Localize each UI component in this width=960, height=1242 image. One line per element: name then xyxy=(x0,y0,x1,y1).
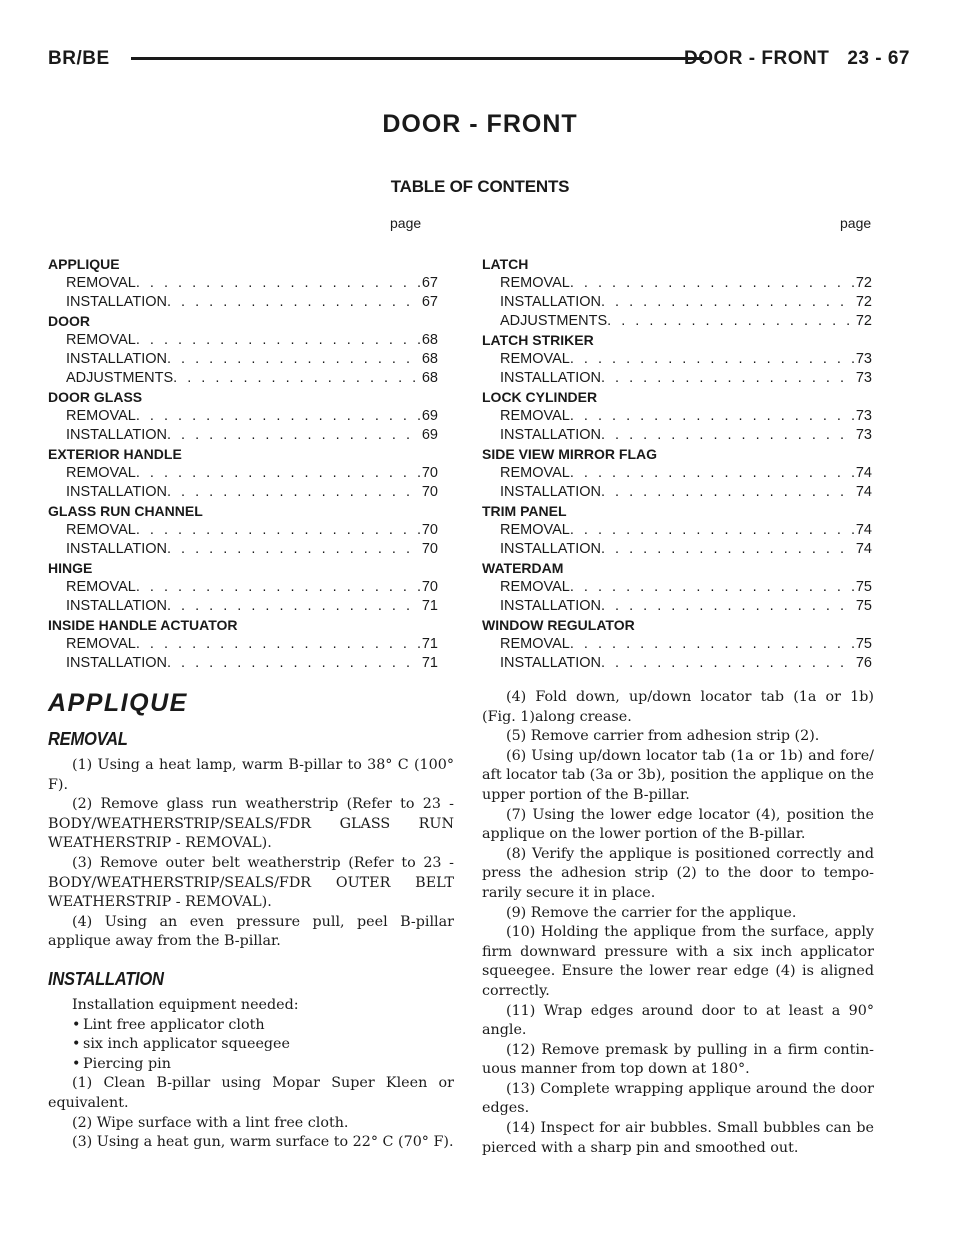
toc-entry-label: INSTALLATION xyxy=(66,427,167,443)
toc-leader-dots xyxy=(173,369,420,388)
toc-group-title: WATERDAM xyxy=(482,560,564,576)
toc-group-title: LATCH STRIKER xyxy=(482,332,594,348)
header-rule xyxy=(131,57,704,60)
toc-entry-page: 73 xyxy=(855,408,872,424)
procedure-step: (2) Wipe surface with a lint free cloth. xyxy=(72,1114,349,1131)
toc-group-title: TRIM PANEL xyxy=(482,503,567,519)
toc-entry-page: 71 xyxy=(421,655,438,671)
toc-entry-label: REMOVAL xyxy=(66,465,136,481)
toc-entry-label: ADJUSTMENTS xyxy=(66,370,174,386)
toc-group-title: LOCK CYLINDER xyxy=(482,389,598,405)
toc-entry-page: 68 xyxy=(421,370,438,386)
toc-leader-dots xyxy=(570,274,854,293)
toc-leader-dots xyxy=(601,369,854,388)
toc-entry xyxy=(482,293,872,312)
toc-entry-page: 71 xyxy=(421,636,438,652)
toc-entry xyxy=(48,407,438,426)
procedure-step: (14) Inspect for air bubbles. Small bubbles can be pierced with a sharp pin and smoothed out. xyxy=(482,1120,874,1156)
toc-entry xyxy=(482,312,872,331)
toc-entry-label: INSTALLATION xyxy=(66,294,167,310)
subheading-removal: REMOVAL xyxy=(48,729,128,749)
toc-leader-dots xyxy=(167,350,420,369)
procedure-step: (9) Remove the carrier for the applique. xyxy=(506,904,797,921)
procedure-step: (11) Wrap edges around door to at least a 90° angle. xyxy=(482,1002,874,1039)
body-column-right xyxy=(482,688,874,1158)
toc-entry-label: REMOVAL xyxy=(66,275,136,291)
header-right xyxy=(684,48,910,70)
toc-entry-label: REMOVAL xyxy=(66,332,136,348)
toc-leader-dots xyxy=(570,521,854,540)
toc-entry-page: 74 xyxy=(855,484,872,500)
removal-steps xyxy=(48,756,454,952)
toc-entry xyxy=(48,464,438,483)
procedure-step: (1) Clean B-pillar using Mopar Super Kleen or equivalent. xyxy=(48,1075,454,1111)
subheading-installation: INSTALLATION xyxy=(48,968,164,989)
body-column-left xyxy=(48,688,454,1153)
toc-entry xyxy=(482,350,872,369)
toc-entry-page: 72 xyxy=(855,313,872,329)
toc-entry-label: INSTALLATION xyxy=(500,370,601,386)
equipment-item xyxy=(48,1016,454,1036)
toc-leader-dots xyxy=(570,578,854,597)
toc-entry xyxy=(482,369,872,388)
toc-entry xyxy=(48,426,438,445)
toc-leader-dots xyxy=(167,483,420,502)
toc-entry-page: 70 xyxy=(421,579,438,595)
toc-entry-page: 76 xyxy=(855,655,872,671)
section-name: DOOR - FRONT xyxy=(684,48,830,69)
toc-entry-label: INSTALLATION xyxy=(66,484,167,500)
toc-entry xyxy=(48,331,438,350)
toc-entry-page: 70 xyxy=(421,541,438,557)
toc-entry xyxy=(482,274,872,293)
toc-entry-page: 72 xyxy=(855,294,872,310)
toc-entry-label: REMOVAL xyxy=(66,522,136,538)
procedure-step: (6) Using up/down locator tab (1a or 1b) and fore/ aft locator tab (3a or 3b), position the applique on the upper portion of the B-pillar. xyxy=(482,747,874,803)
toc-leader-dots xyxy=(601,654,854,673)
toc-leader-dots xyxy=(136,331,420,350)
toc-entry-label: REMOVAL xyxy=(66,636,136,652)
toc-entry-label: REMOVAL xyxy=(66,579,136,595)
toc-entry-page: 74 xyxy=(855,522,872,538)
toc-leader-dots xyxy=(570,407,854,426)
toc-entry xyxy=(482,521,872,540)
procedure-step: (2) Remove glass run weatherstrip (Refer to 23 - BODY/WEATHERSTRIP/SEALS/FDR GLASS RUN WEATHERSTRIP - REMOVAL). xyxy=(48,796,454,852)
toc-group-title: DOOR xyxy=(48,313,90,329)
toc-entry-page: 75 xyxy=(855,579,872,595)
procedure-step: (7) Using the lower edge locator (4), position the applique on the lower portion of the B-pillar. xyxy=(482,806,874,843)
toc-leader-dots xyxy=(601,293,854,312)
toc-entry-page: 68 xyxy=(421,351,438,367)
toc-entry-page: 70 xyxy=(421,484,438,500)
toc-group-title: GLASS RUN CHANNEL xyxy=(48,503,203,519)
toc-entry xyxy=(482,578,872,597)
procedure-step: (13) Complete wrapping applique around the door edges. xyxy=(482,1080,874,1117)
toc-leader-dots xyxy=(167,540,420,559)
toc-entry-label: REMOVAL xyxy=(500,522,570,538)
toc-group-title: DOOR GLASS xyxy=(48,389,143,405)
procedure-step: (1) Using a heat lamp, warm B-pillar to 38° C (100° F). xyxy=(48,757,454,793)
installation-steps-left xyxy=(48,1074,454,1152)
toc-group-title: LATCH xyxy=(482,256,529,272)
toc-entry-label: INSTALLATION xyxy=(66,655,167,671)
section-heading-applique: APPLIQUE xyxy=(48,689,188,717)
toc-entry-label: REMOVAL xyxy=(500,579,570,595)
toc-entry-label: REMOVAL xyxy=(500,465,570,481)
procedure-step: (8) Verify the applique is positioned correctly and press the adhesion strip (2) to the door to tempo- rarily secure it in place. xyxy=(482,845,874,901)
procedure-step: (4) Fold down, up/down locator tab (1a or 1b) (Fig. 1)along crease. xyxy=(482,689,874,725)
toc-leader-dots xyxy=(136,635,420,654)
toc-entry xyxy=(48,540,438,559)
toc-entry-label: INSTALLATION xyxy=(500,294,601,310)
toc-entry-label: ADJUSTMENTS xyxy=(500,313,608,329)
toc-leader-dots xyxy=(601,597,854,616)
toc-entry-page: 74 xyxy=(855,465,872,481)
toc-entry-page: 68 xyxy=(421,332,438,348)
toc-entry-page: 67 xyxy=(421,294,438,310)
toc-group-title: INSIDE HANDLE ACTUATOR xyxy=(48,617,238,633)
toc-entry-page: 75 xyxy=(855,636,872,652)
toc-leader-dots xyxy=(167,293,420,312)
toc-entry-label: INSTALLATION xyxy=(500,484,601,500)
toc-column-left xyxy=(48,255,438,673)
procedure-step: (3) Remove outer belt weatherstrip (Refer to 23 - BODY/WEATHERSTRIP/SEALS/FDR OUTER BELT WEATHERSTRIP - REMOVAL). xyxy=(48,854,454,911)
toc-entry xyxy=(48,483,438,502)
toc-entry xyxy=(48,597,438,616)
toc-entry-label: INSTALLATION xyxy=(500,655,601,671)
toc-leader-dots xyxy=(167,597,420,616)
procedure-step: (3) Using a heat gun, warm surface to 22° C (70° F). xyxy=(72,1134,454,1151)
toc-entry-label: REMOVAL xyxy=(66,408,136,424)
toc-leader-dots xyxy=(601,483,854,502)
toc-leader-dots xyxy=(601,426,854,445)
toc-entry-label: REMOVAL xyxy=(500,408,570,424)
procedure-step: (12) Remove premask by pulling in a firm contin- uous manner from top down at 180°. xyxy=(482,1041,874,1078)
toc-leader-dots xyxy=(136,521,420,540)
bullet-icon: • xyxy=(72,1016,81,1033)
model-code: BR/BE xyxy=(48,48,110,69)
toc-entry-page: 75 xyxy=(855,598,872,614)
equipment-item xyxy=(48,1055,454,1075)
toc-entry-page: 74 xyxy=(855,541,872,557)
equipment-item xyxy=(48,1035,454,1055)
toc-entry-page: 67 xyxy=(421,275,438,291)
toc-entry-label: INSTALLATION xyxy=(66,598,167,614)
equipment-item-text: Piercing pin xyxy=(83,1055,171,1072)
toc-leader-dots xyxy=(570,350,854,369)
toc-leader-dots xyxy=(136,578,420,597)
toc-entry-label: INSTALLATION xyxy=(500,598,601,614)
toc-entry xyxy=(48,274,438,293)
toc-entry xyxy=(48,654,438,673)
toc-title: TABLE OF CONTENTS xyxy=(390,177,570,196)
procedure-step: (5) Remove carrier from adhesion strip (2). xyxy=(506,728,820,745)
installation-steps-right xyxy=(482,688,874,1158)
toc-entry-label: REMOVAL xyxy=(500,275,570,291)
toc-entry xyxy=(48,350,438,369)
toc-leader-dots xyxy=(570,464,854,483)
toc-entry xyxy=(482,407,872,426)
toc-entry-label: INSTALLATION xyxy=(500,541,601,557)
page-number: 23 - 67 xyxy=(847,48,910,69)
toc-page-label-right: page xyxy=(840,215,872,231)
toc-leader-dots xyxy=(601,540,854,559)
toc-entry-page: 73 xyxy=(855,351,872,367)
toc-entry-label: INSTALLATION xyxy=(500,427,601,443)
toc-entry xyxy=(48,369,438,388)
toc-leader-dots xyxy=(136,274,420,293)
procedure-step: (10) Holding the applique from the surface, apply firm downward pressure with a six inch applicator squeegee. Ensure the lower rear edge (4) is aligned correctly. xyxy=(482,924,874,999)
equipment-list xyxy=(48,1016,454,1075)
toc-leader-dots xyxy=(136,464,420,483)
toc-entry-page: 70 xyxy=(421,465,438,481)
toc-leader-dots xyxy=(167,654,420,673)
toc-entry xyxy=(482,464,872,483)
bullet-icon: • xyxy=(72,1036,81,1053)
toc-entry xyxy=(48,293,438,312)
toc-leader-dots xyxy=(167,426,420,445)
installation-intro: Installation equipment needed: xyxy=(72,996,299,1013)
toc-entry xyxy=(48,578,438,597)
toc-entry-label: REMOVAL xyxy=(500,636,570,652)
toc-group-title: APPLIQUE xyxy=(48,256,120,272)
toc-entry-label: INSTALLATION xyxy=(66,541,167,557)
toc-entry-label: INSTALLATION xyxy=(66,351,167,367)
toc-entry-page: 69 xyxy=(421,408,438,424)
toc-group-title: HINGE xyxy=(48,560,93,576)
equipment-item-text: six inch applicator squeegee xyxy=(83,1036,290,1053)
toc-leader-dots xyxy=(136,407,420,426)
toc-entry-page: 70 xyxy=(421,522,438,538)
toc-entry xyxy=(482,540,872,559)
toc-entry-page: 73 xyxy=(855,370,872,386)
toc-leader-dots xyxy=(570,635,854,654)
toc-entry xyxy=(482,635,872,654)
procedure-step: (4) Using an even pressure pull, peel B-pillar applique away from the B-pillar. xyxy=(48,913,454,950)
toc-group-title: WINDOW REGULATOR xyxy=(482,617,635,633)
toc-leader-dots xyxy=(607,312,854,331)
toc-group-title: SIDE VIEW MIRROR FLAG xyxy=(482,446,657,462)
toc-entry-page: 73 xyxy=(855,427,872,443)
toc-entry xyxy=(48,635,438,654)
toc-entry xyxy=(482,654,872,673)
toc-entry-page: 69 xyxy=(421,427,438,443)
toc-entry xyxy=(482,483,872,502)
toc-entry-label: REMOVAL xyxy=(500,351,570,367)
toc-group-title: EXTERIOR HANDLE xyxy=(48,446,182,462)
toc-entry-page: 72 xyxy=(855,275,872,291)
equipment-item-text: Lint free applicator cloth xyxy=(83,1016,265,1033)
toc-entry xyxy=(482,426,872,445)
page-header xyxy=(48,44,910,74)
toc-column-right xyxy=(482,255,872,673)
bullet-icon: • xyxy=(72,1055,81,1072)
toc-entry-page: 71 xyxy=(421,598,438,614)
toc-entry xyxy=(48,521,438,540)
page-title: DOOR - FRONT xyxy=(382,110,578,138)
toc-entry xyxy=(482,597,872,616)
toc-page-label-left: page xyxy=(390,215,422,231)
